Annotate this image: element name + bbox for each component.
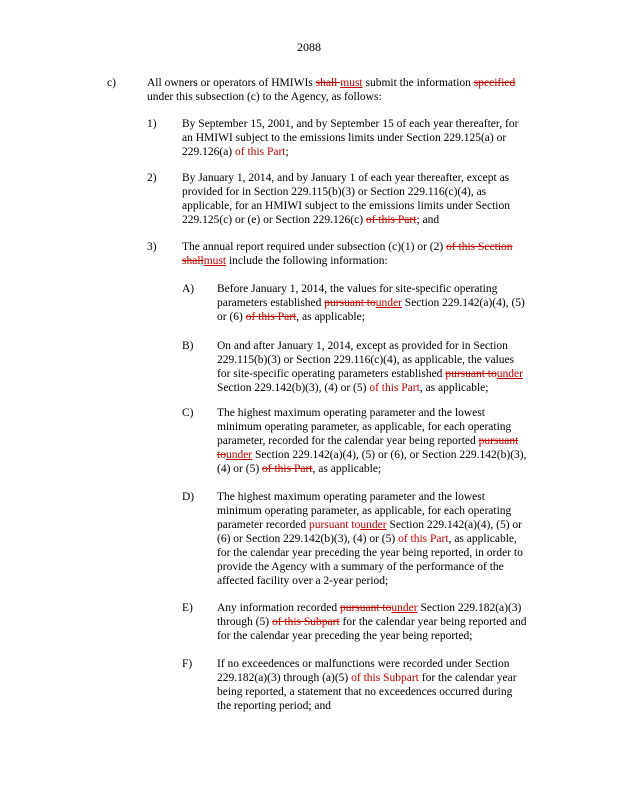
deleted-text: to [217,449,226,461]
inserted-text: must [340,77,363,89]
inserted-text: under [496,368,523,380]
highlighted-text: of this Part [398,533,449,545]
text-segment: for the calendar year preceding the year being reported; [217,630,473,642]
text-segment: minimum operating parameter, as applicable, for each operating [217,505,512,517]
text-segment: the reporting period; and [217,700,332,712]
list-marker: c) [107,77,116,89]
highlighted-text: of this Part [235,146,286,158]
text-line [217,574,388,588]
text-segment: ; and [416,214,440,226]
text-line [217,282,497,296]
text-segment: or (6) [217,311,246,323]
highlighted-text: of this Part [369,382,420,394]
text-line [147,76,515,90]
text-segment: Section 229.142(a)(4), (5) or (6), or Section 229.142(b)(3), [252,449,527,461]
inserted-text: under [225,449,253,461]
text-segment: 229.115(b)(3) or Section 229.116(c)(4), as applicable, the values [217,354,515,366]
text-line [217,310,365,324]
deleted-text: of this Part [365,214,417,226]
text-line [217,685,512,699]
deleted-text: pursuant [478,435,519,447]
list-marker: 1) [147,118,157,130]
text-segment: All owners or operators of HMIWIs [147,77,316,89]
text-segment: The annual report required under subsection (c)(1) or (2) [182,241,447,253]
text-segment: By January 1, 2014, and by January 1 of each year thereafter, except as [182,172,510,184]
text-line [217,601,521,615]
list-marker: B) [182,340,194,352]
text-segment: On and after January 1, 2014, except as provided for in Section [217,340,508,352]
text-line [217,560,504,574]
text-segment: Section 229.142(a)(4), (5) or [386,519,522,531]
text-line [217,629,472,643]
text-segment: Section 229.142(a)(4), (5) [401,297,525,309]
text-segment: Section 229.142(b)(3), (4) or (5) [217,382,370,394]
text-segment: , as applicable; [312,463,382,475]
text-segment: provided for in Section 229.115(b)(3) or Section 229.116(c)(4), as [182,186,487,198]
list-marker: F) [182,658,193,670]
deleted-text: of this Subpart [271,616,340,628]
deleted-text: of this Part [245,311,297,323]
page-number: 2088 [297,40,321,54]
text-line [182,131,506,145]
text-segment: Before January 1, 2014, the values for site-specific operating [217,283,498,295]
text-line [182,213,439,227]
list-marker: E) [182,602,193,614]
inserted-text: under [391,602,418,614]
text-segment: The highest maximum operating parameter and the lowest [217,491,485,503]
text-line [217,367,523,381]
deleted-text: pursuant to [445,368,497,380]
text-segment: 229.126(a) [182,146,236,158]
text-segment: By September 15, 2001, and by September 15 of each year thereafter, for [182,118,519,130]
text-segment: applicable, for an HMIWI subject to the emissions limits under Section [182,200,510,212]
deleted-text: specified [473,77,516,89]
text-segment: minimum operating parameter, as applicable, for each operating [217,421,512,433]
deleted-text: of this Section [446,241,513,253]
text-segment: (6) or Section 229.142(b)(3), (4) or (5) [217,533,399,545]
text-line [217,339,508,353]
text-line [182,199,510,213]
text-segment: If no exceedences or malfunctions were recorded under Section [217,658,510,670]
text-segment: (4) or (5) [217,463,263,475]
text-line [217,546,523,560]
text-segment: through (5) [217,616,272,628]
text-segment: ; [285,146,289,158]
text-line [217,699,331,713]
text-line [182,240,513,254]
list-marker: A) [182,283,195,295]
text-segment: , as applicable, [448,533,517,545]
text-segment: parameter, recorded for the calendar year being reported [217,435,479,447]
text-line [217,381,488,395]
text-segment: an HMIWI subject to the emissions limits under Section 229.125(a) or [182,132,507,144]
deleted-text: shall [182,255,204,267]
deleted-text: of this Part [262,463,313,475]
text-segment: Section 229.182(a)(3) [417,602,522,614]
inserted-text: must [203,255,227,267]
highlighted-text: of this Subpart [351,672,419,684]
text-segment: parameter recorded [217,519,309,531]
text-segment: submit the information [362,77,474,89]
list-marker: D) [182,491,195,503]
text-segment: provide the Agency with a summary of the performance of the [217,561,504,573]
text-segment: for the calendar year preceding the year being reported, in order to [217,547,523,559]
inserted-text: under [360,519,387,531]
text-line [182,145,289,159]
text-segment: affected facility over a 2-year period; [217,575,389,587]
text-segment: being reported, a statement that no exceedences occurred during [217,686,513,698]
text-segment: Any information recorded [217,602,340,614]
text-line [217,296,525,310]
text-line [217,448,526,462]
list-marker: 3) [147,241,157,253]
text-line [217,504,511,518]
text-line [182,254,388,268]
text-line [217,657,509,671]
text-line [217,615,526,629]
text-line [182,171,509,185]
text-line [217,671,517,685]
text-line [182,185,486,199]
text-segment: for the calendar year [418,672,517,684]
inserted-text: under [375,297,402,309]
text-segment: for the calendar year being reported and [339,616,527,628]
text-segment: include the following information: [226,255,388,267]
text-line [217,462,381,476]
list-marker: 2) [147,172,157,184]
text-segment: The highest maximum operating parameter and the lowest [217,407,485,419]
deleted-text: pursuant to [324,297,376,309]
text-line [217,420,511,434]
text-segment: , as applicable; [296,311,365,323]
deleted-text: shall [315,77,341,89]
text-segment: 229.182(a)(3) through (a)(5) [217,672,352,684]
text-line [217,532,517,546]
text-line [217,490,485,504]
text-line [217,353,514,367]
list-marker: C) [182,407,194,419]
text-segment: 229.125(c) or (e) or Section 229.126(c) [182,214,366,226]
highlighted-text: pursuant to [308,519,361,531]
text-segment: for site-specific operating parameters established [217,368,446,380]
text-line [217,518,522,532]
text-line [217,406,485,420]
text-line [147,90,382,104]
text-segment: parameters established [217,297,325,309]
deleted-text: pursuant to [339,602,392,614]
text-line [217,434,518,448]
text-line [182,117,518,131]
text-segment: , as applicable; [419,382,489,394]
text-segment: under this subsection (c) to the Agency, as follows: [147,91,382,103]
